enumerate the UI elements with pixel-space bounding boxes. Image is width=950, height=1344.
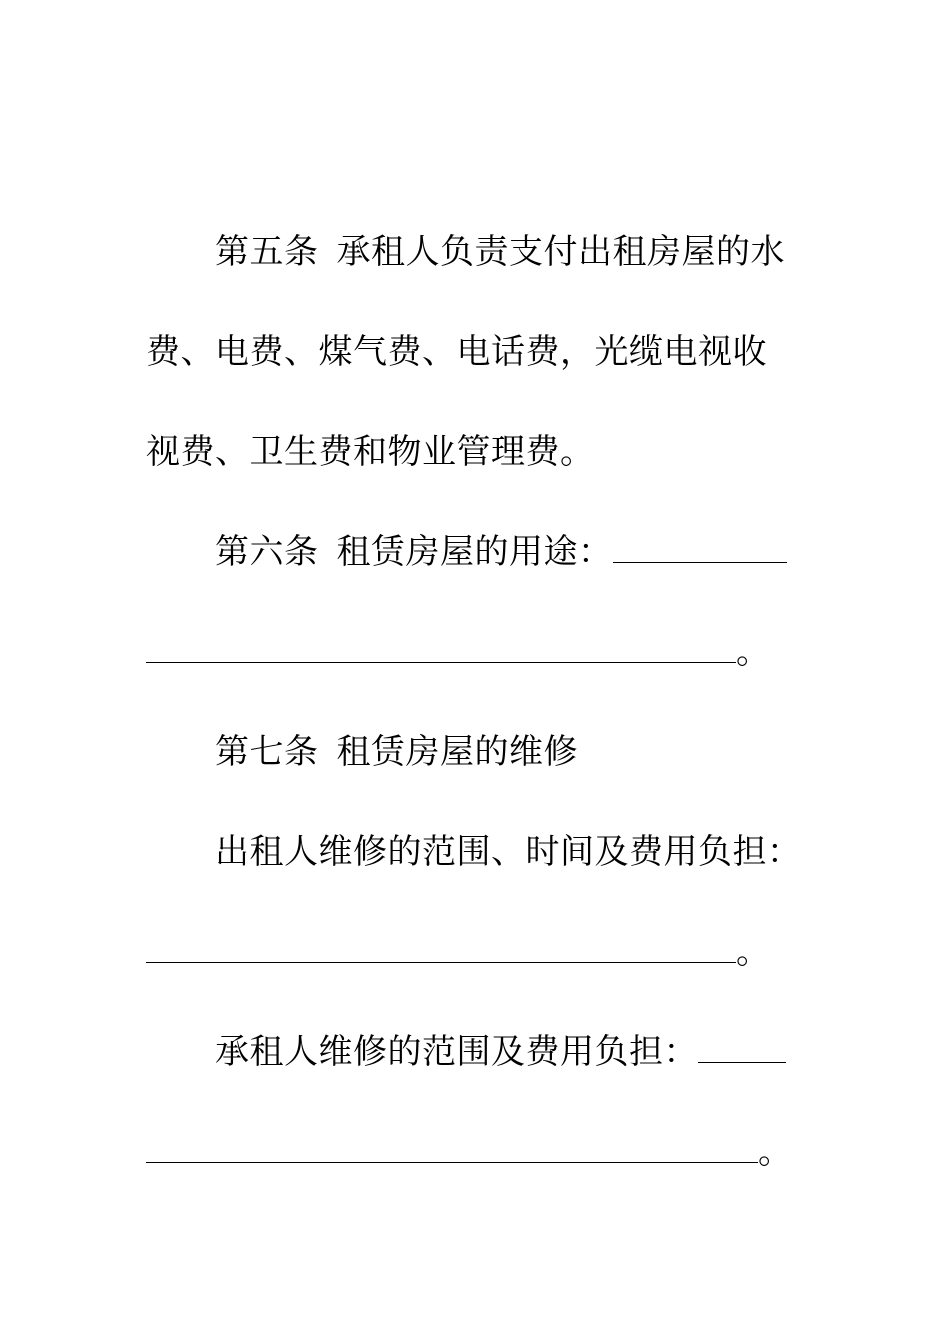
article6-line2 — [146, 632, 806, 672]
article6-line1 — [215, 532, 805, 572]
article7-lessor-line — [146, 932, 806, 972]
article7-line1 — [215, 732, 805, 772]
article6-blank-2[interactable] — [146, 632, 736, 663]
article6-blank-1[interactable] — [613, 532, 787, 563]
article5-text-1: 承租人负责支付出租房屋的水 — [336, 232, 785, 272]
article7-lessee-line2 — [146, 1132, 806, 1172]
article7-lessee-label: 承租人维修的范围及费用负担： — [215, 1032, 698, 1072]
article6-end: 。 — [736, 632, 771, 672]
article6-heading: 第六条 — [215, 532, 319, 572]
article7-lessee-line1 — [215, 1032, 805, 1072]
article7-heading: 第七条 — [215, 732, 319, 772]
article7-lessee-blank-1[interactable] — [698, 1032, 786, 1063]
article5-line3: 视费、卫生费和物业管理费。 — [146, 432, 595, 472]
article5-line2: 费、电费、煤气费、电话费，光缆电视收 — [146, 332, 767, 372]
article6-label: 租赁房屋的用途： — [336, 532, 613, 572]
article7-lessor-end: 。 — [736, 932, 771, 972]
article7-lessor-label: 出租人维修的范围、时间及费用负担： — [215, 832, 802, 872]
article7-title: 租赁房屋的维修 — [336, 732, 578, 772]
article5-heading: 第五条 — [215, 232, 319, 272]
article7-lessor-blank[interactable] — [146, 932, 736, 963]
article7-lessee-end: 。 — [758, 1132, 793, 1172]
article7-lessee-blank-2[interactable] — [146, 1132, 758, 1163]
article5-line1 — [215, 232, 805, 272]
